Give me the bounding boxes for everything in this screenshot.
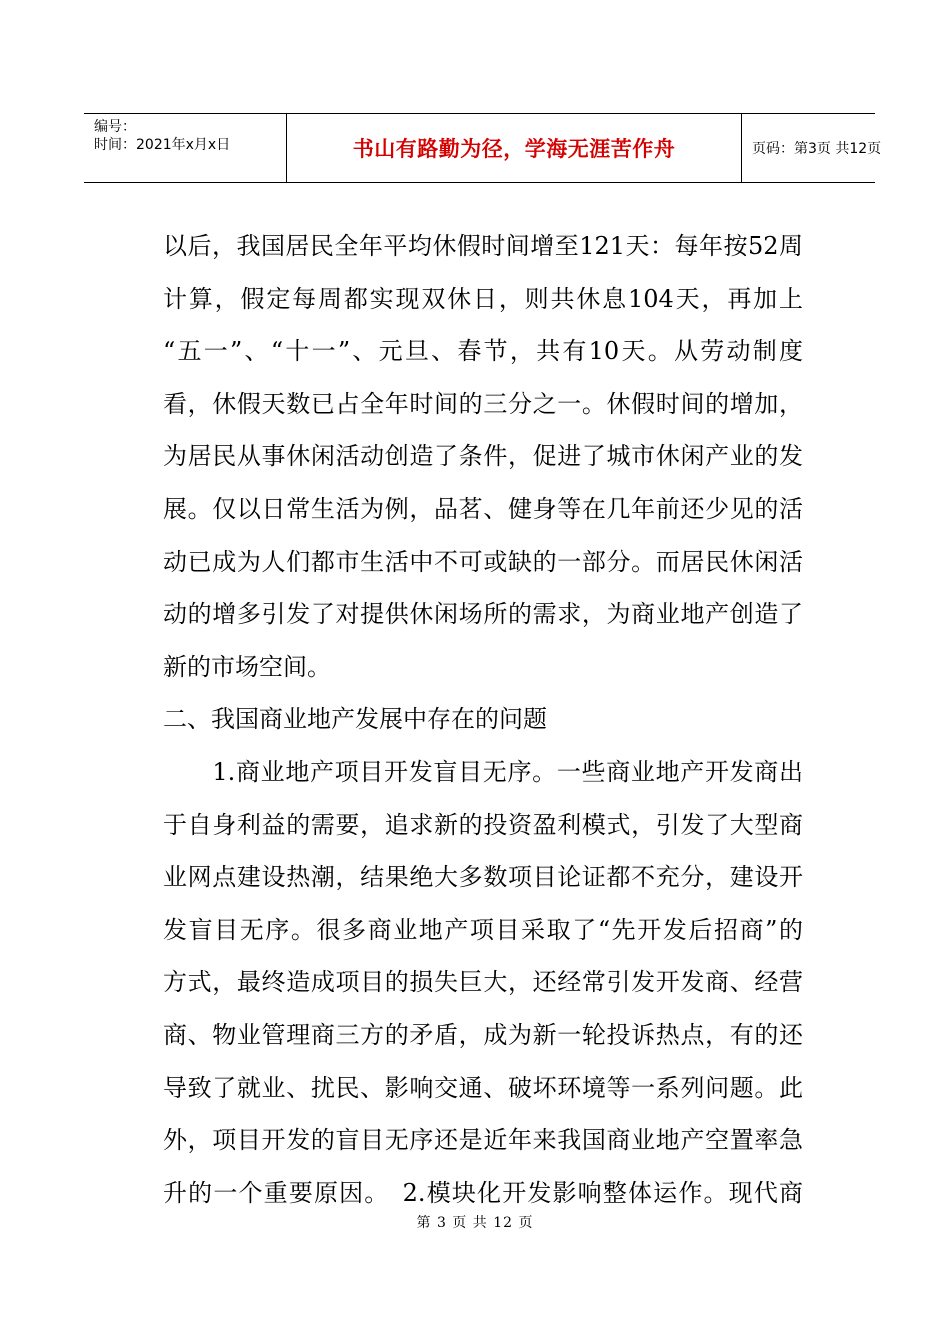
body-line: 展。仅以日常生活为例，品茗、健身等在几年前还少见的活	[163, 494, 803, 523]
header-motto-cell	[286, 114, 742, 182]
page-header	[84, 113, 882, 183]
body-line: 计算，假定每周都实现双休日，则共休息104天，再加上	[163, 284, 803, 313]
document-body	[163, 220, 803, 1219]
body-line: 升的一个重要原因。 2.模块化开发影响整体运作。现代商	[163, 1178, 803, 1207]
body-line: 1.商业地产项目开发盲目无序。一些商业地产开发商出	[163, 757, 803, 786]
section-heading: 二、我国商业地产发展中存在的问题	[163, 705, 547, 734]
body-line: 外，项目开发的盲目无序还是近年来我国商业地产空置率急	[163, 1126, 803, 1155]
header-meta	[84, 114, 286, 182]
document-date-label: 时间：2021年x月x日	[94, 137, 231, 153]
document-number-label: 编号：	[94, 119, 136, 135]
header-page-cell	[742, 114, 882, 182]
body-line: 为居民从事休闲活动创造了条件，促进了城市休闲产业的发	[163, 442, 803, 471]
header-motto: 书山有路勤为径，学海无涯苦作舟	[352, 137, 676, 161]
body-line: 看，休假天数已占全年时间的三分之一。休假时间的增加，	[163, 389, 803, 418]
body-line: 动的增多引发了对提供休闲场所的需求，为商业地产创造了	[163, 600, 803, 629]
page-footer: 第 3 页 共 12 页	[416, 1215, 534, 1231]
body-line: 导致了就业、扰民、影响交通、破坏环境等一系列问题。此	[163, 1073, 803, 1102]
body-line: “五一”、“十一”、元旦、春节，共有10天。从劳动制度	[163, 337, 803, 366]
body-line: 业网点建设热潮，结果绝大多数项目论证都不充分，建设开	[163, 863, 803, 892]
body-line: 于自身利益的需要，追求新的投资盈利模式，引发了大型商	[163, 810, 803, 839]
body-line: 发盲目无序。很多商业地产项目采取了“先开发后招商”的	[163, 915, 803, 944]
body-line: 以后，我国居民全年平均休假时间增至121天：每年按52周	[163, 232, 803, 260]
header-page-code: 页码：第3页 共12页	[752, 141, 882, 157]
body-line: 商、物业管理商三方的矛盾，成为新一轮投诉热点，有的还	[163, 1020, 803, 1049]
body-line: 动已成为人们都市生活中不可或缺的一部分。而居民休闲活	[163, 547, 803, 576]
body-line: 新的市场空间。	[163, 652, 331, 681]
body-line: 方式，最终造成项目的损失巨大，还经常引发开发商、经营	[163, 968, 803, 997]
